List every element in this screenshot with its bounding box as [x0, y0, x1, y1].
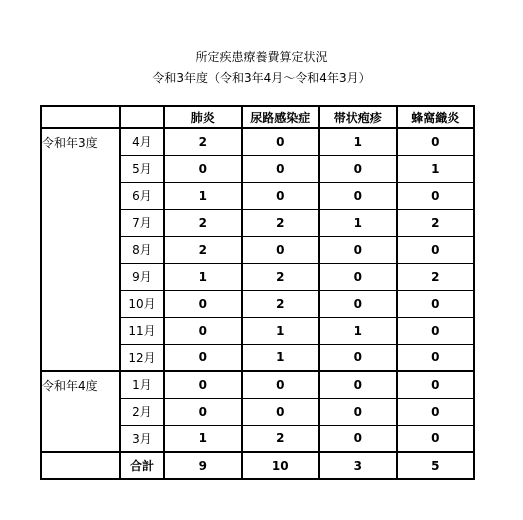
column-header-uti: 尿路感染症 — [242, 106, 320, 128]
value-cell: 1 — [164, 425, 242, 452]
table-row — [41, 290, 474, 317]
value-cell: 0 — [164, 344, 242, 371]
value-cell: 0 — [319, 182, 397, 209]
year-cell — [41, 290, 120, 317]
year-cell: 令和年4度 — [41, 371, 120, 398]
value-cell: 0 — [164, 155, 242, 182]
month-cell: 9月 — [120, 263, 164, 290]
total-label: 合計 — [120, 452, 164, 479]
month-cell: 4月 — [120, 128, 164, 155]
table-row — [41, 209, 474, 236]
value-cell: 1 — [242, 317, 320, 344]
table-row — [41, 398, 474, 425]
header-month-cell — [120, 106, 164, 128]
value-cell: 0 — [397, 398, 475, 425]
column-header-pneumonia: 肺炎 — [164, 106, 242, 128]
total-value-cell: 10 — [242, 452, 320, 479]
month-cell: 2月 — [120, 398, 164, 425]
value-cell: 0 — [319, 236, 397, 263]
table-row — [41, 236, 474, 263]
value-cell: 0 — [164, 371, 242, 398]
month-cell: 5月 — [120, 155, 164, 182]
disease-report-table — [40, 105, 475, 480]
year-cell — [41, 155, 120, 182]
table-row — [41, 155, 474, 182]
value-cell: 1 — [164, 182, 242, 209]
year-cell — [41, 209, 120, 236]
value-cell: 0 — [164, 398, 242, 425]
table-row — [41, 263, 474, 290]
value-cell: 2 — [242, 263, 320, 290]
value-cell: 2 — [164, 236, 242, 263]
value-cell: 2 — [242, 290, 320, 317]
page-title: 所定疾患療養費算定状況 — [195, 50, 328, 64]
year-cell — [41, 425, 120, 452]
table-row — [41, 344, 474, 371]
table-row — [41, 128, 474, 155]
value-cell: 0 — [319, 290, 397, 317]
value-cell: 1 — [397, 155, 475, 182]
value-cell: 1 — [319, 128, 397, 155]
value-cell: 0 — [397, 371, 475, 398]
year-cell — [41, 182, 120, 209]
table-header-row — [41, 106, 474, 128]
month-cell: 1月 — [120, 371, 164, 398]
month-cell: 8月 — [120, 236, 164, 263]
value-cell: 0 — [242, 128, 320, 155]
value-cell: 1 — [319, 317, 397, 344]
month-cell: 7月 — [120, 209, 164, 236]
year-cell — [41, 263, 120, 290]
value-cell: 0 — [319, 155, 397, 182]
year-cell — [41, 344, 120, 371]
value-cell: 0 — [242, 236, 320, 263]
value-cell: 1 — [164, 263, 242, 290]
value-cell: 0 — [397, 236, 475, 263]
total-value-cell: 9 — [164, 452, 242, 479]
value-cell: 0 — [397, 317, 475, 344]
total-value-cell: 5 — [397, 452, 475, 479]
value-cell: 2 — [397, 263, 475, 290]
table-row — [41, 425, 474, 452]
month-cell: 11月 — [120, 317, 164, 344]
total-year-cell — [41, 452, 120, 479]
column-header-shingles: 帯状疱疹 — [319, 106, 397, 128]
value-cell: 0 — [397, 128, 475, 155]
value-cell: 0 — [242, 371, 320, 398]
value-cell: 0 — [397, 290, 475, 317]
total-row — [41, 452, 474, 479]
value-cell: 2 — [164, 128, 242, 155]
value-cell: 0 — [397, 344, 475, 371]
value-cell: 0 — [242, 182, 320, 209]
total-value-cell: 3 — [319, 452, 397, 479]
value-cell: 1 — [319, 209, 397, 236]
value-cell: 0 — [164, 290, 242, 317]
table-row — [41, 317, 474, 344]
month-cell: 6月 — [120, 182, 164, 209]
value-cell: 0 — [319, 263, 397, 290]
month-cell: 10月 — [120, 290, 164, 317]
page-subtitle: 令和3年度（令和3年4月～令和4年3月） — [152, 71, 371, 85]
header-year-cell — [41, 106, 120, 128]
value-cell: 2 — [164, 209, 242, 236]
month-cell: 3月 — [120, 425, 164, 452]
value-cell: 0 — [242, 155, 320, 182]
value-cell: 0 — [319, 425, 397, 452]
value-cell: 0 — [319, 371, 397, 398]
year-cell: 令和年3度 — [41, 128, 120, 155]
value-cell: 0 — [319, 398, 397, 425]
value-cell: 2 — [242, 425, 320, 452]
value-cell: 2 — [397, 209, 475, 236]
column-header-cellulitis: 蜂窩織炎 — [397, 106, 475, 128]
value-cell: 2 — [242, 209, 320, 236]
value-cell: 1 — [242, 344, 320, 371]
value-cell: 0 — [319, 344, 397, 371]
value-cell: 0 — [164, 317, 242, 344]
year-cell — [41, 236, 120, 263]
year-cell — [41, 398, 120, 425]
month-cell: 12月 — [120, 344, 164, 371]
value-cell: 0 — [397, 182, 475, 209]
value-cell: 0 — [242, 398, 320, 425]
table-row — [41, 371, 474, 398]
table-row — [41, 182, 474, 209]
year-cell — [41, 317, 120, 344]
value-cell: 0 — [397, 425, 475, 452]
